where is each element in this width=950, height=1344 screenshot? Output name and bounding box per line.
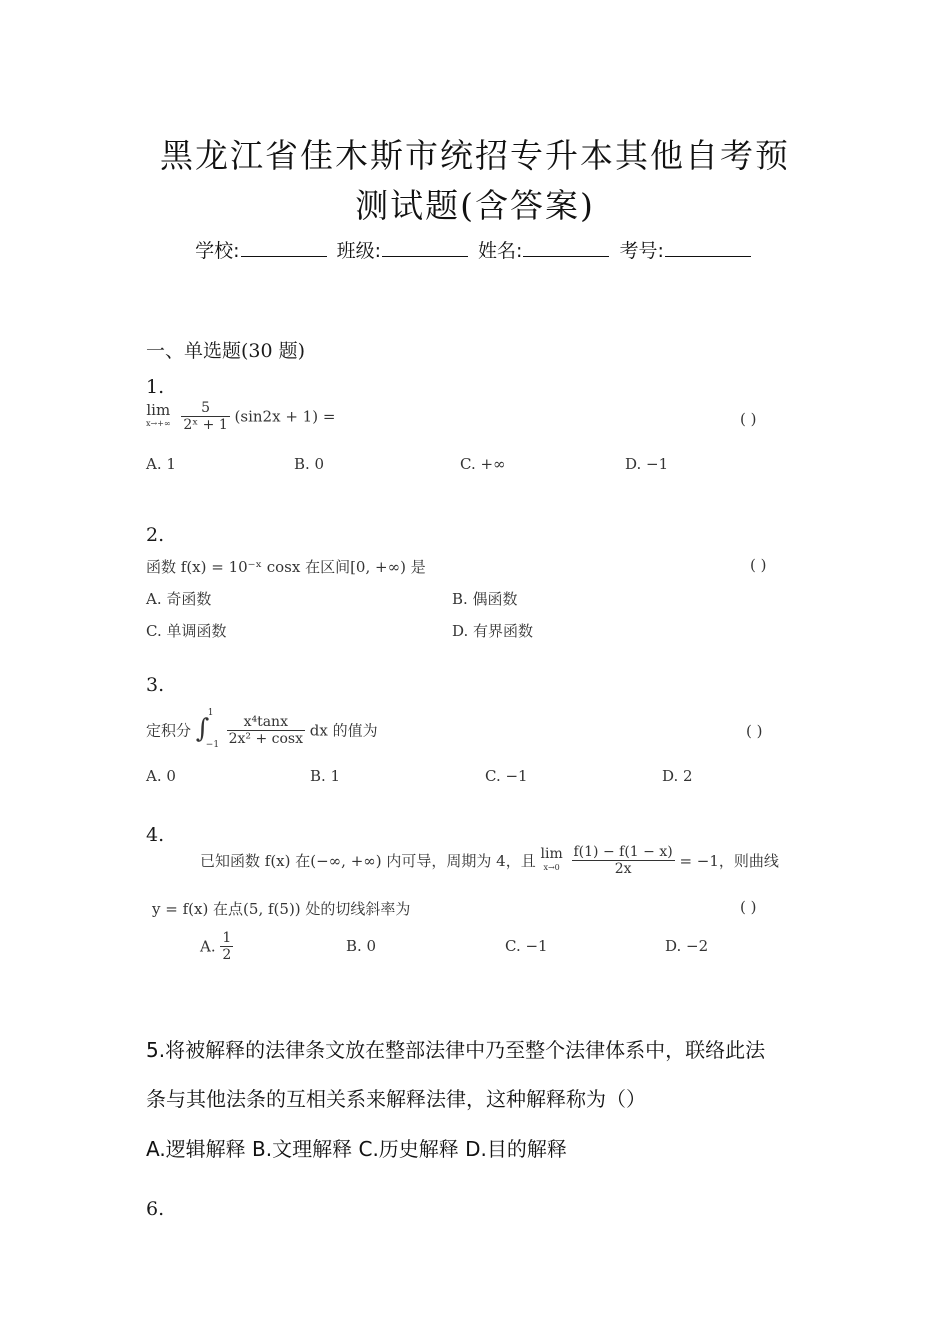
q3-option-d: D. 2: [662, 767, 693, 785]
q4-lim: lim: [540, 845, 563, 862]
q4-frac-den: 2x: [614, 861, 632, 877]
q4-line1-tail: = −1，则曲线: [679, 852, 779, 870]
q3-number: 3.: [146, 674, 165, 696]
exam-no-blank: [665, 238, 751, 257]
q2-option-a: A. 奇函数: [146, 590, 212, 608]
q4-option-b: B. 0: [346, 937, 377, 955]
q4-frac-num: f(1) − f(1 − x): [573, 844, 673, 860]
q2-answer-paren: ( ): [750, 556, 767, 574]
q2-number: 2.: [146, 524, 165, 546]
q3-frac-den: 2x² + cosx: [228, 730, 303, 747]
q2-stem: 函数 f(x) = 10⁻ˣ cosx 在区间[0, +∞) 是: [146, 558, 426, 576]
q3-option-c: C. −1: [485, 767, 528, 785]
q4-option-a-den: 2: [222, 947, 232, 963]
q5-line1: 5.将被解释的法律条文放在整部法律中乃至整个法律体系中，联络此法: [146, 1038, 766, 1062]
q5-options: A.逻辑解释 B.文理解释 C.历史解释 D.目的解释: [146, 1137, 567, 1161]
q2-option-b: B. 偶函数: [452, 590, 518, 608]
school-label: 学校:: [195, 240, 240, 262]
q3-option-a: A. 0: [146, 767, 176, 785]
q3-option-b: B. 1: [310, 767, 341, 785]
q4-option-a: [200, 930, 233, 963]
q4-answer-paren: ( ): [740, 898, 757, 916]
q4-option-c: C. −1: [505, 937, 548, 955]
q4-line2: y = f(x) 在点(5, f(5)) 处的切线斜率为: [152, 900, 411, 918]
name-label: 姓名:: [478, 240, 523, 262]
q4-option-a-num: 1: [222, 930, 232, 946]
q2-option-c: C. 单调函数: [146, 622, 227, 640]
doc-title-line2: 测试题(含答案): [355, 186, 595, 225]
q3-lower: −1: [205, 740, 220, 750]
q3-answer-paren: ( ): [746, 722, 763, 740]
q1-lim: lim: [146, 400, 171, 419]
q3-frac-num: x⁴tanx: [227, 714, 305, 731]
integral-sign: ∫ 1 −1: [195, 708, 220, 750]
q1-frac-num: 5: [181, 400, 229, 417]
q1-number: 1.: [146, 376, 165, 398]
q1-lim-sub: x→+∞: [146, 418, 171, 428]
q1-tail: (sin2x + 1) =: [234, 407, 336, 426]
q4-line1-prefix: 已知函数 f(x) 在(−∞, +∞) 内可导，周期为 4，且: [200, 852, 536, 870]
q1-option-d: D. −1: [625, 455, 669, 473]
q3-tail: dx 的值为: [309, 721, 378, 740]
section-header: 一、单选题(30 题): [146, 340, 306, 362]
exam-no-label: 考号:: [619, 240, 664, 262]
school-blank: [241, 238, 327, 257]
q1-frac-den: 2ˣ + 1: [183, 417, 228, 433]
info-line: [0, 236, 950, 263]
q3-stem: [146, 710, 378, 754]
q4-option-d: D. −2: [665, 937, 709, 955]
q1-option-a: A. 1: [146, 455, 176, 473]
q4-lim-sub: x→0: [543, 862, 560, 872]
q1-option-c: C. +∞: [460, 455, 506, 473]
q4-line1: [200, 844, 779, 884]
class-label: 班级:: [336, 240, 381, 262]
q1-option-b: B. 0: [294, 455, 325, 473]
q4-option-a-label: A.: [200, 937, 216, 956]
q1-answer-paren: ( ): [740, 410, 757, 428]
q6-number: 6.: [146, 1198, 165, 1220]
class-blank: [382, 238, 468, 257]
name-blank: [523, 238, 609, 257]
q2-option-d: D. 有界函数: [452, 622, 534, 640]
q4-number: 4.: [146, 824, 165, 846]
doc-title-line1: 黑龙江省佳木斯市统招专升本其他自考预: [160, 136, 790, 175]
q1-stem: [146, 400, 335, 442]
q5-line2: 条与其他法条的互相关系来解释法律，这种解释称为（）: [146, 1087, 646, 1111]
q3-upper: 1: [207, 708, 214, 718]
q3-prefix: 定积分: [146, 721, 192, 740]
